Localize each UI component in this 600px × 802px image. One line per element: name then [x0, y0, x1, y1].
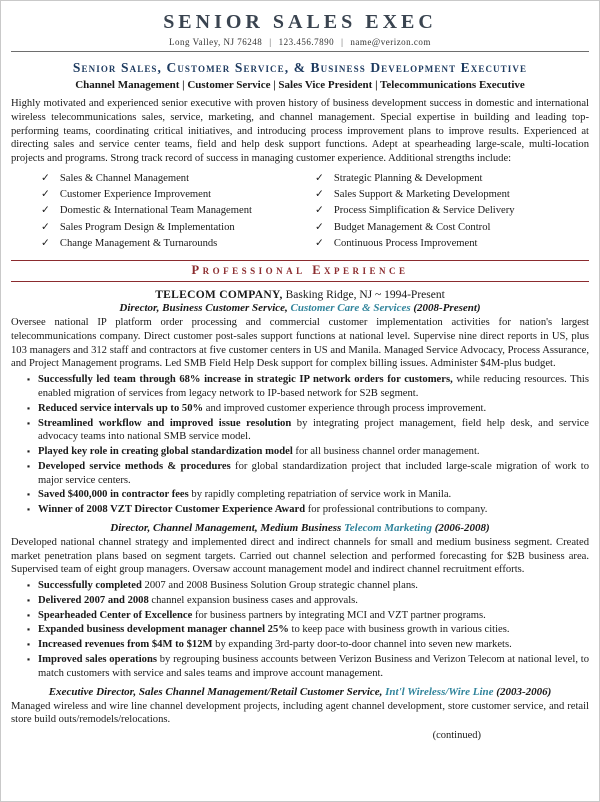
strengths-list-right [315, 172, 589, 253]
resume-headline: Senior Sales, Customer Service, & Business Development Executive [72, 60, 528, 75]
check-icon: ✓ [41, 189, 50, 201]
check-icon: ✓ [315, 221, 324, 233]
strength-label: Process Simplification & Service Delivery [333, 205, 515, 217]
bullet-icon: ▪ [27, 639, 31, 650]
strength-item [315, 172, 589, 186]
contact-location: Long Valley, NJ 76248 [169, 37, 263, 47]
bullet-text: Successfully led team through 68% increase in strategic IP network orders for customers, while reducing resources. This enabled migration of services from legacy network to IP-based network for S2B segment. [38, 374, 589, 399]
bullet-item [27, 402, 589, 416]
check-icon: ✓ [315, 172, 324, 184]
check-icon: ✓ [315, 189, 324, 201]
job-title [11, 686, 589, 698]
header-rule [11, 51, 589, 52]
job-description: Oversee national IP platform order processing and commercial customer implementation activities for nation's largest telecommunications company. Direct customer post-sales support functions at national level. Supervise nine direct reports in US, plus 103 managers and 312 staff and contractors at five customer centers in US and Manila. Managed Service Advocacy, Process Assurance, and Project Management programs. Led SMB Field Help Desk support for complex billing issues. Administer $4M-plus budget. [11, 317, 589, 370]
bullet-icon: ▪ [27, 609, 31, 620]
job-title-accent: Int'l Wireless/Wire Line [385, 685, 494, 698]
contact-phone: 123.456.7890 [278, 37, 335, 47]
bullet-item [27, 609, 589, 623]
bullet-icon: ▪ [27, 654, 31, 664]
job-title-accent: Telecom Marketing [344, 521, 432, 534]
bullet-icon: ▪ [27, 504, 31, 515]
bullet-item [27, 638, 589, 652]
bullet-item [27, 445, 589, 459]
job-title-main: Executive Director, Sales Channel Management/Retail Customer Service, [48, 685, 386, 698]
strengths-grid [11, 172, 589, 253]
strength-label: Sales Program Design & Implementation [59, 221, 235, 233]
job-title [11, 522, 589, 534]
job-title-main: Director, Channel Management, Medium Business [110, 521, 345, 534]
bullet-text: Developed service methods & procedures for global standardization project that included large-scale migration of work to major service centers. [38, 460, 589, 486]
bullet-text: Spearheaded Center of Excellence for business partners by integrating MCI and VZT partner programs. [38, 609, 486, 621]
resume-subheadline: Channel Management | Customer Service | Sales Vice President | Telecommunications Executive [75, 79, 525, 91]
bullet-icon: ▪ [27, 489, 31, 500]
strength-label: Continuous Process Improvement [333, 237, 478, 249]
bullet-list [11, 579, 589, 680]
check-icon: ✓ [41, 172, 50, 184]
pipe-separator: | [269, 37, 272, 47]
job-title-dates: (2006-2008) [431, 521, 490, 534]
bullet-icon: ▪ [27, 417, 31, 428]
strength-label: Sales & Channel Management [59, 172, 190, 184]
job-title [11, 302, 589, 314]
pipe-separator: | [341, 37, 344, 47]
section-header-professional-experience: Professional Experience [11, 260, 589, 282]
bullet-icon: ▪ [27, 446, 31, 457]
bullet-item [27, 503, 589, 517]
bullet-text: Streamlined workflow and improved issue resolution by integrating project management, field help desk, and service advocacy teams into national SMB service model. [38, 417, 589, 443]
check-icon: ✓ [41, 221, 50, 233]
bullet-text: Increased revenues from $4M to $12M by expanding 3rd-party door-to-door channel into seven new markets. [38, 639, 512, 651]
strength-label: Strategic Planning & Development [333, 172, 483, 184]
summary-paragraph: Highly motivated and experienced senior executive with proven history of business development success in domestic and international wireless telecommunications sales, service, marketing, and channel management. Special expertise in building and leading top-performing teams, coordinating critical initiatives, and introducing process improvement plans to improve results. Experienced at directing sales and service center teams, field and help desk support functions. Adept at spearheading large-scale, multi-location projects and programs. Strong track record of success in managing customer experience. Additional strengths include: [11, 98, 589, 165]
strength-item [41, 237, 315, 251]
continued-note: (continued) [432, 730, 481, 742]
bullet-text: Successfully completed 2007 and 2008 Business Solution Group strategic channel plans. [38, 580, 418, 592]
job-title-accent: Customer Care & Services [290, 302, 411, 315]
bullet-icon: ▪ [27, 580, 31, 591]
strength-item [315, 237, 589, 251]
bullet-item [27, 623, 589, 637]
bullet-text: Winner of 2008 VZT Director Customer Experience Award for professional contributions to company. [38, 504, 488, 516]
contact-line [11, 37, 589, 47]
bullet-item [27, 460, 589, 488]
company-name: TELECOM COMPANY, [155, 289, 283, 302]
bullet-icon: ▪ [27, 624, 31, 635]
bullet-icon: ▪ [27, 460, 31, 471]
bullet-text: Improved sales operations by regrouping business accounts between Verizon Business and Verizon Telecom at national level, to match customers with service and sales teams and improve account management. [38, 654, 589, 679]
company-location-dates: Basking Ridge, NJ ~ 1994-Present [282, 289, 445, 302]
strength-label: Customer Experience Improvement [59, 189, 212, 201]
bullet-item [27, 653, 589, 681]
check-icon: ✓ [315, 205, 324, 217]
check-icon: ✓ [41, 237, 50, 249]
strength-label: Domestic & International Team Management [59, 205, 252, 217]
strength-item [41, 221, 315, 235]
job-title-dates: (2003-2006) [493, 685, 552, 698]
strength-item [315, 221, 589, 235]
strength-item [41, 172, 315, 186]
bullet-icon: ▪ [27, 374, 31, 385]
job-description: Managed wireless and wire line channel development projects, including agent channel development, store customer service, and retail store build outs/remodels/relocations. [11, 700, 589, 726]
strength-label: Change Management & Turnarounds [59, 237, 218, 249]
contact-email: name@verizon.com [350, 37, 431, 47]
check-icon: ✓ [315, 237, 324, 249]
bullet-text: Saved $400,000 in contractor fees by rapidly completing repatriation of service work in Manila. [38, 489, 452, 501]
job-title-dates: (2008-Present) [410, 302, 481, 315]
job-description: Developed national channel strategy and implemented direct and indirect channels for small and medium business segment. Created market penetration plans based on segment targets. Carried out channel selection and performed forecasting for $2B business area. Supervised team of eight group managers. Oversaw account management model and indirect channel recruitment efforts. [11, 536, 589, 576]
bullet-item [27, 488, 589, 502]
strength-label: Budget Management & Cost Control [333, 221, 491, 233]
job-title-main: Director, Business Customer Service, [119, 302, 291, 315]
strengths-list-left [41, 172, 315, 253]
strength-item [41, 204, 315, 218]
bullet-text: Reduced service intervals up to 50% and improved customer experience through process improvement. [38, 402, 487, 414]
bullet-item [27, 594, 589, 608]
bullet-text: Played key role in creating global standardization model for all business channel order management. [38, 446, 480, 458]
check-icon: ✓ [41, 205, 50, 217]
bullet-item [27, 579, 589, 593]
bullet-icon: ▪ [27, 402, 31, 413]
strength-item [41, 188, 315, 202]
bullet-list [11, 373, 589, 517]
strength-item [315, 188, 589, 202]
candidate-name: SENIOR SALES EXEC [163, 11, 437, 33]
strength-label: Sales Support & Marketing Development [333, 189, 510, 201]
bullet-item [27, 373, 589, 401]
bullet-icon: ▪ [27, 594, 31, 605]
strength-item [315, 204, 589, 218]
bullet-text: Expanded business development manager channel 25% to keep pace with business growth in various cities. [38, 624, 510, 636]
company-line [11, 289, 589, 301]
bullet-text: Delivered 2007 and 2008 channel expansion business cases and approvals. [38, 594, 358, 606]
bullet-item [27, 417, 589, 445]
